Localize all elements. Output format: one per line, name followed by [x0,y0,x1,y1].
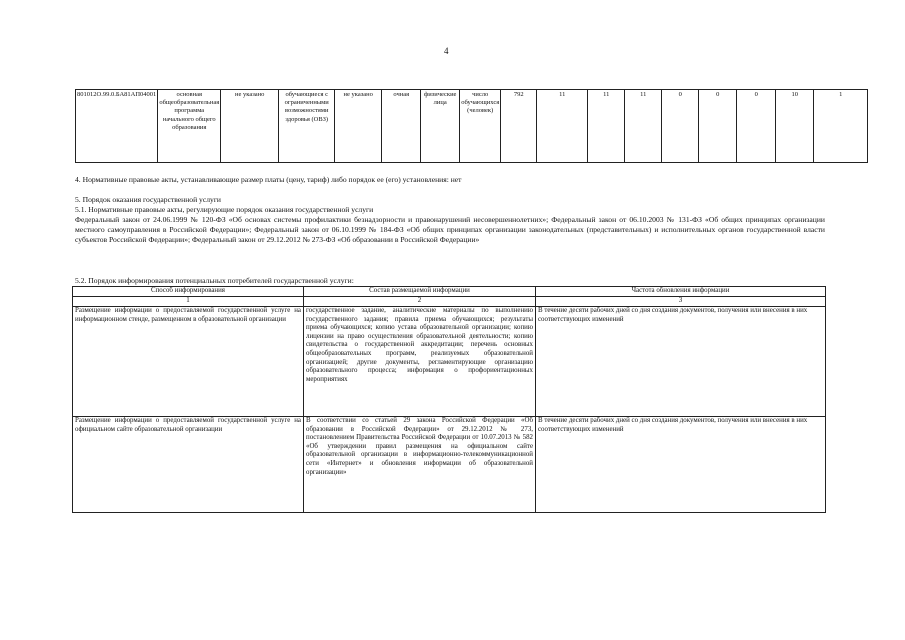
page-number: 4 [444,46,449,56]
form-cell: очная [382,90,421,163]
section-5-title: 5. Порядок оказания государственной услуги [75,195,221,204]
registry-number-cell: 801012О.99.0.БА81АП04001 [76,90,158,163]
section-5-1-title: 5.1. Нормативные правовые акты, регулирующие порядок оказания государственной услуги [75,205,374,214]
information-table [72,286,826,513]
consumer-cell: физические лица [421,90,460,163]
table-row [73,417,826,513]
place-cell: не указано [335,90,382,163]
column-header: Частота обновления информации [536,287,826,297]
section-5-2-title: 5.2. Порядок информирования потенциальных потребителей государственной услуги: [75,276,354,285]
value-cell: 0 [662,90,699,163]
section-4: 4. Нормативные правовые акты, устанавливающие размер платы (цену, тариф) либо порядок ее (его) установления: нет [75,175,462,184]
okei-code-cell: 792 [501,90,537,163]
frequency-cell: В течение десяти рабочих дней со дня создания документов, получения или внесения в них соответствующих изменений [536,417,826,513]
program-cell: основная общеобразовательная программа начального общего образования [158,90,221,163]
indicator-table [75,89,868,163]
indicator-cell: число обучающихся (человек) [460,90,501,163]
category-cell: обучающиеся с ограниченными возможностями здоровья (ОВЗ) [279,90,335,163]
column-header: Способ информирования [73,287,304,297]
value-cell: 0 [699,90,737,163]
content-cell: В соответствии со статьей 29 закона Российской Федерации «Об образовании в Российской Федерации» от 29.12.2012 № 273, постановлением Правительства Российской Федерации от 10.07.2013 № 582 «Об утверждении правил размещения на официальном сайте образовательной организации в информационно-телекоммуникационной сети «Интернет» и обновления информации об образовательной организации» [304,417,536,513]
value-cell: 11 [588,90,625,163]
column-number: 2 [304,297,536,307]
column-number: 1 [73,297,304,307]
value-cell: 0 [737,90,776,163]
content-cell: государственное задание, аналитические материалы по выполнению государственного задания; правила приема обучающихся; результаты приема обучающихся; копию устава образовательной организации; копию лицензии на право осуществления образовательной деятельности; копию свидетельства о государственной аккредитации; перечень основных общеобразовательных программ, реализуемых образовательной организацией; другие документы, регламентирующие организацию образовательного процесса; информация о профориентационных мероприятиях [304,307,536,417]
method-cell: Размещение информации о предоставляемой государственной услуге на официальном сайте образовательной организации [73,417,304,513]
column-number-row [73,297,826,307]
table-header-row [73,287,826,297]
value-cell: 11 [537,90,588,163]
table-row [73,307,826,417]
section-5-1-body: Федеральный закон от 24.06.1999 № 120-ФЗ «Об основах системы профилактики безнадзорности и правонарушений несовершеннолетних»; Федеральный закон от 06.10.2003 № 131-ФЗ «Об общих принципах организации местного самоуправления в Российской Федерации»; Федеральный закон от 06.10.1999 № 184-ФЗ «Об общих принципах организации законодательных (представительных) и исполнительных органов государственной власти субъектов Российской Федерации»; Федеральный закон от 29.12.2012 № 273-ФЗ «Об образовании в Российской Федерации» [75,215,825,244]
frequency-cell: В течение десяти рабочих дней со дня создания документов, получения или внесения в них соответствующих изменений [536,307,826,417]
value-cell: 11 [625,90,662,163]
method-cell: Размещение информации о предоставляемой государственной услуге на информационном стенде, размещенном в образовательной организации [73,307,304,417]
standard-cell: не указано [221,90,279,163]
table-row [76,90,868,163]
column-number: 3 [536,297,826,307]
value-cell: 10 [776,90,814,163]
column-header: Состав размещаемой информации [304,287,536,297]
value-cell: 1 [814,90,868,163]
